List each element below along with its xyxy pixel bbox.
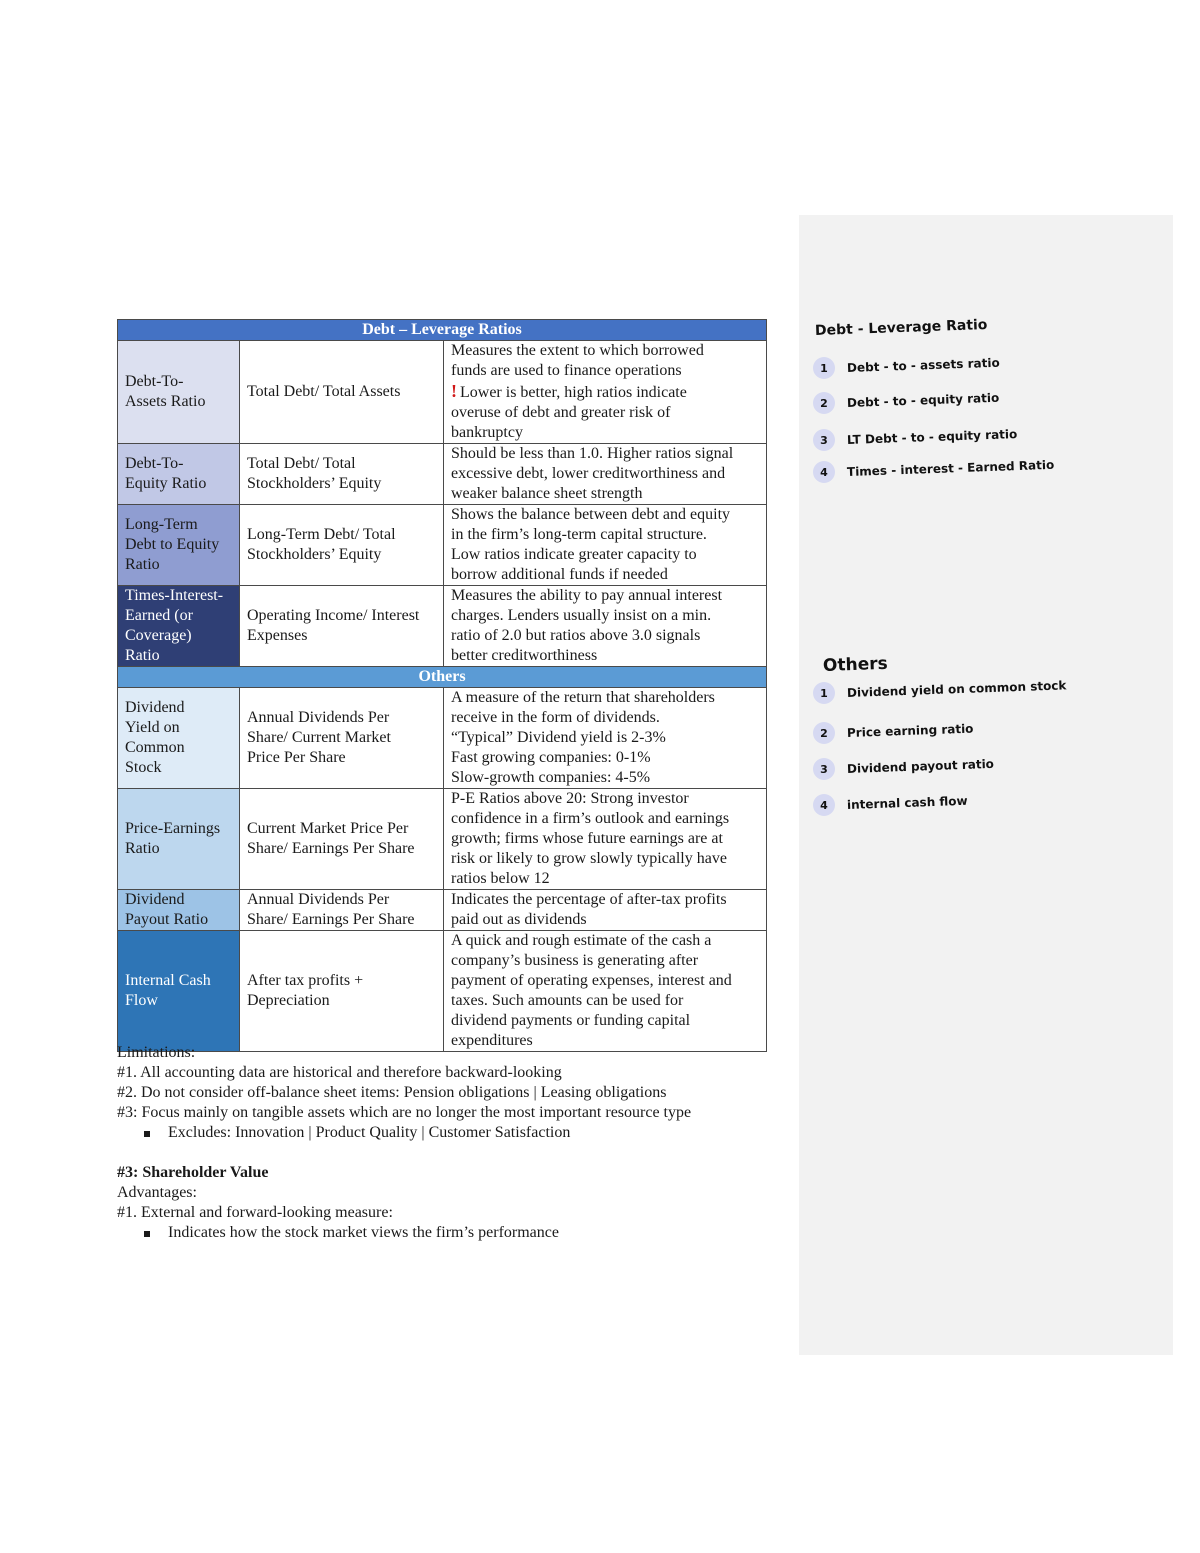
description-line-wrapper: [451, 464, 762, 484]
description-line: charges. Lenders usually insist on a min.: [451, 607, 712, 624]
number-badge: 3: [813, 758, 835, 780]
description-line-wrapper: [451, 361, 762, 381]
description-line: weaker balance sheet strength: [451, 485, 643, 502]
description-line-wrapper: [451, 829, 762, 849]
note-text: Debt - to - assets ratio: [846, 355, 1000, 375]
ratios-table: [117, 319, 767, 1052]
description-line: company’s business is generating after: [451, 952, 699, 969]
notes-list-item: [813, 793, 968, 817]
ratio-name-line: Ratio: [125, 556, 160, 573]
limitation-bullet: [117, 1123, 797, 1143]
square-bullet-icon: [144, 1131, 150, 1137]
formula-line: Current Market Price Per: [247, 820, 409, 837]
ratio-name-line: Flow: [125, 992, 158, 1009]
description-line-wrapper: [451, 748, 762, 768]
description-line: P-E Ratios above 20: Strong investor: [451, 790, 689, 807]
section-heading: #3: Shareholder Value: [117, 1164, 269, 1181]
description-line: Slow-growth companies: 4-5%: [451, 769, 651, 786]
notes-list-item: [813, 757, 994, 781]
description-line-wrapper: [451, 423, 762, 443]
ratio-name-line: Dividend: [125, 891, 185, 908]
table-row: [118, 341, 767, 444]
formula-line: Annual Dividends Per: [247, 709, 390, 726]
description-line: paid out as dividends: [451, 911, 587, 928]
number-badge: 2: [813, 392, 835, 414]
description-line-wrapper: [451, 505, 762, 525]
description-line-wrapper: [451, 646, 762, 666]
table-row: [118, 586, 767, 667]
ratio-name-line: Coverage): [125, 627, 192, 644]
notes-list-item: [813, 428, 1017, 452]
square-bullet-icon: [144, 1231, 150, 1237]
formula-cell: [240, 586, 444, 667]
description-line: Shows the balance between debt and equity: [451, 506, 731, 523]
ratio-name-line: Long-Term: [125, 516, 198, 533]
description-line-wrapper: [451, 565, 762, 585]
ratio-name-line: Dividend: [125, 699, 185, 716]
description-line: better creditworthiness: [451, 647, 598, 664]
ratio-name-line: Payout Ratio: [125, 911, 209, 928]
section-header-row: [118, 320, 767, 341]
formula-cell: [240, 789, 444, 890]
description-line-wrapper: [451, 1011, 762, 1031]
table-row: [118, 688, 767, 789]
formula-cell: [240, 931, 444, 1052]
description-line: Fast growing companies: 0-1%: [451, 749, 651, 766]
description-line: A measure of the return that shareholders: [451, 689, 715, 706]
description-line: funds are used to finance operations: [451, 362, 682, 379]
description-line: Measures the ability to pay annual interest: [451, 587, 723, 604]
description-line-wrapper: [451, 789, 762, 809]
ratio-name-cell: [118, 586, 240, 667]
note-text: Price earning ratio: [846, 721, 974, 740]
number-badge: 2: [813, 722, 835, 744]
description-line: ratio of 2.0 but ratios above 3.0 signals: [451, 627, 701, 644]
description-line: ratios below 12: [451, 870, 550, 887]
number-badge: 3: [813, 429, 835, 451]
body-text: [117, 1043, 797, 1243]
description-line: dividend payments or funding capital: [451, 1012, 691, 1029]
description-line: A quick and rough estimate of the cash a: [451, 932, 712, 949]
description-line-wrapper: [451, 586, 762, 606]
table-row: [118, 931, 767, 1052]
ratio-name-cell: [118, 890, 240, 931]
description-line-wrapper: [451, 403, 762, 423]
formula-line: Total Debt/ Total Assets: [247, 383, 401, 400]
description-line-wrapper: [451, 768, 762, 788]
description-line: risk or likely to grow slowly typically have: [451, 850, 727, 867]
ratios-table-body: [118, 320, 767, 1052]
ratio-name-line: Times-Interest-: [125, 587, 224, 604]
table-row: [118, 444, 767, 505]
description-line-wrapper: [451, 606, 762, 626]
notes-list-item: [813, 678, 1067, 705]
note-text: Dividend yield on common stock: [846, 678, 1067, 700]
description-line: borrow additional funds if needed: [451, 566, 668, 583]
section-header: Others: [118, 667, 767, 688]
formula-line: Depreciation: [247, 992, 330, 1009]
formula-line: Annual Dividends Per: [247, 891, 390, 908]
description-line-wrapper: [451, 381, 762, 403]
description-line-wrapper: [451, 484, 762, 504]
ratio-name-line: Price-Earnings: [125, 820, 221, 837]
note-text: LT Debt - to - equity ratio: [846, 427, 1018, 447]
description-line-wrapper: [451, 708, 762, 728]
description-cell: [444, 890, 767, 931]
description-cell: [444, 341, 767, 444]
formula-line: Price Per Share: [247, 749, 346, 766]
advantages-label: Advantages:: [117, 1184, 197, 1201]
formula-line: Share/ Earnings Per Share: [247, 840, 415, 857]
limitation-item: #2. Do not consider off-balance sheet items: Pension obligations | Leasing obligations: [117, 1084, 667, 1101]
limitation-bullet-text: Excludes: Innovation | Product Quality | Customer Satisfaction: [168, 1124, 571, 1141]
ratio-name-cell: [118, 688, 240, 789]
section-header: Debt – Leverage Ratios: [118, 320, 767, 341]
description-line-wrapper: [451, 809, 762, 829]
number-badge: 1: [813, 682, 835, 704]
description-line: receive in the form of dividends.: [451, 709, 660, 726]
number-badge: 4: [813, 461, 835, 483]
formula-line: After tax profits +: [247, 972, 364, 989]
description-line: excessive debt, lower creditworthiness and: [451, 465, 726, 482]
description-line: “Typical” Dividend yield is 2-3%: [451, 729, 666, 746]
ratio-name-line: Common: [125, 739, 185, 756]
description-cell: [444, 586, 767, 667]
limitations-label: Limitations:: [117, 1044, 196, 1061]
formula-line: Share/ Current Market: [247, 729, 391, 746]
description-line: overuse of debt and greater risk of: [451, 404, 671, 421]
notes-list-item: [813, 721, 974, 745]
exclamation-icon: !: [451, 381, 457, 401]
note-text: Times - interest - Earned Ratio: [846, 457, 1055, 479]
ratio-name-line: Ratio: [125, 647, 160, 664]
description-line: Measures the extent to which borrowed: [451, 342, 704, 359]
note-text: internal cash flow: [846, 793, 968, 812]
note-text: Debt - to - equity ratio: [846, 390, 1000, 410]
ratio-name-line: Debt to Equity: [125, 536, 220, 553]
description-line-wrapper: [451, 688, 762, 708]
notes-list-item: [813, 356, 1000, 380]
number-badge: 1: [813, 357, 835, 379]
description-line: bankruptcy: [451, 424, 523, 441]
advantage-bullet-text: Indicates how the stock market views the firm’s performance: [168, 1224, 559, 1241]
description-line-wrapper: [451, 626, 762, 646]
formula-line: Stockholders’ Equity: [247, 475, 382, 492]
formula-line: Stockholders’ Equity: [247, 546, 382, 563]
table-row: [118, 505, 767, 586]
description-cell: [444, 688, 767, 789]
notes-group-title: Others: [822, 653, 889, 676]
description-line: Low ratios indicate greater capacity to: [451, 546, 697, 563]
advantage-bullet: [117, 1223, 797, 1243]
formula-line: Expenses: [247, 627, 308, 644]
table-row: [118, 789, 767, 890]
description-line-wrapper: [451, 951, 762, 971]
description-line: payment of operating expenses, interest and: [451, 972, 732, 989]
description-line-wrapper: [451, 341, 762, 361]
description-cell: [444, 505, 767, 586]
description-line-wrapper: [451, 525, 762, 545]
description-line-wrapper: [451, 869, 762, 889]
description-cell: [444, 444, 767, 505]
description-line-wrapper: [451, 931, 762, 951]
limitation-item: #3: Focus mainly on tangible assets which are no longer the most important resource type: [117, 1104, 692, 1121]
ratio-name-line: Debt-To-: [125, 373, 184, 390]
formula-line: Long-Term Debt/ Total: [247, 526, 396, 543]
description-line: taxes. Such amounts can be used for: [451, 992, 684, 1009]
notes-list-item: [813, 457, 1055, 484]
formula-line: Operating Income/ Interest: [247, 607, 420, 624]
notes-list-item: [813, 391, 999, 415]
description-line-wrapper: [451, 444, 762, 464]
ratio-name-cell: [118, 341, 240, 444]
description-line: in the firm’s long-term capital structure.: [451, 526, 707, 543]
table-row: [118, 890, 767, 931]
ratio-name-cell: [118, 505, 240, 586]
ratio-name-cell: [118, 444, 240, 505]
notes-group-title: Debt - Leverage Ratio: [814, 316, 988, 339]
description-cell: [444, 789, 767, 890]
section-header-row: [118, 667, 767, 688]
formula-line: Share/ Earnings Per Share: [247, 911, 415, 928]
ratio-name-line: Stock: [125, 759, 162, 776]
description-line: Should be less than 1.0. Higher ratios signal: [451, 445, 734, 462]
ratio-name-cell: [118, 789, 240, 890]
formula-cell: [240, 688, 444, 789]
description-line: Lower is better, high ratios indicate: [460, 384, 687, 401]
description-line-wrapper: [451, 728, 762, 748]
description-line-wrapper: [451, 890, 762, 910]
ratio-name-line: Assets Ratio: [125, 393, 206, 410]
formula-cell: [240, 341, 444, 444]
number-badge: 4: [813, 794, 835, 816]
formula-cell: [240, 444, 444, 505]
limitation-item: #1. All accounting data are historical and therefore backward-looking: [117, 1064, 562, 1081]
description-cell: [444, 931, 767, 1052]
ratio-name-line: Internal Cash: [125, 972, 211, 989]
ratio-name-line: Earned (or: [125, 607, 193, 624]
advantage-item: #1. External and forward-looking measure:: [117, 1204, 393, 1221]
description-line-wrapper: [451, 991, 762, 1011]
ratio-name-line: Yield on: [125, 719, 180, 736]
formula-cell: [240, 505, 444, 586]
description-line-wrapper: [451, 545, 762, 565]
description-line: growth; firms whose future earnings are at: [451, 830, 723, 847]
description-line-wrapper: [451, 849, 762, 869]
description-line: expenditures: [451, 1032, 533, 1049]
description-line: Indicates the percentage of after-tax profits: [451, 891, 727, 908]
description-line: confidence in a firm’s outlook and earnings: [451, 810, 730, 827]
formula-line: Total Debt/ Total: [247, 455, 356, 472]
ratio-name-line: Equity Ratio: [125, 475, 207, 492]
handwritten-notes-panel: [799, 215, 1173, 1355]
formula-cell: [240, 890, 444, 931]
description-line-wrapper: [451, 971, 762, 991]
note-text: Dividend payout ratio: [846, 756, 995, 776]
ratio-name-line: Ratio: [125, 840, 160, 857]
description-line-wrapper: [451, 910, 762, 930]
ratio-name-line: Debt-To-: [125, 455, 184, 472]
ratio-name-cell: [118, 931, 240, 1052]
